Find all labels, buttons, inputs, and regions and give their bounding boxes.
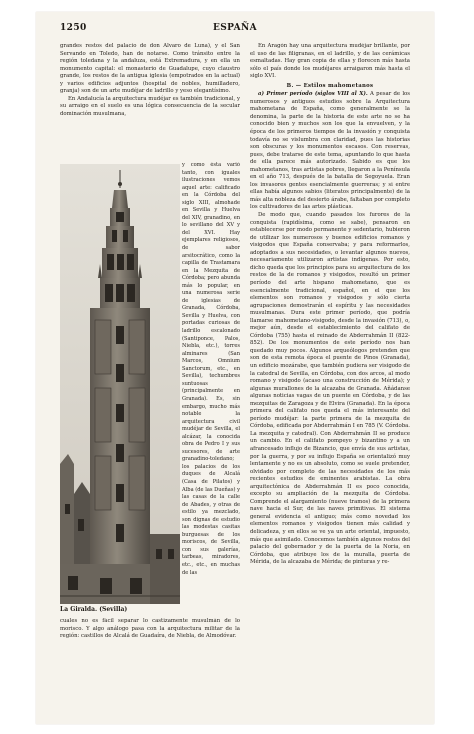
subsection-text: A pesar de los numerosos y antiguos estudios sobre la Arquitectura mahometana de España, como generalmente se la denomina, la parte de la historia de este arte no se ha conocido bien y muchos son los que la envuelven, y la época de los primeros tiempos de la invasión y conquista todavía no se vislumbra con claridad, pues las historias son obscuras y los monumentos escasos. Con reservas, pues, debe tratarse de este tema, apuntando lo que hasta de ella parece más autorizado. Sabido es que los mahometanos, tras artistas pobres, llegaron a la Península en el año 713, después de la batalla de Segoyuela. Eran los invasores gentes esencialmente guerreras; y si entre ellas había algunos sabios (literatos principalmente) de la más alta nobleza del desierto árabe, faltaban por completo los cultivadores de las artes plásticas. [250, 91, 410, 211]
giralda-tower-image [60, 164, 180, 604]
paragraph: En Aragón hay una arquitectura mudéjar brillante, por el uso de las filigranas, en el ladrillo, y de las cerámicas esmaltadas. Hay gran copia de ellas y florecen más hasta sólo el país donde los mudéjares arraigaron más hasta el siglo XVI. [250, 43, 410, 80]
paragraph: En Andalucía la arquitectura mudéjar es también tradicional, y su arraigo en el suelo es una lógica consecuencia de la secular dominación musulmana, [60, 95, 240, 117]
paragraph: De modo que, cuando pasados los furores de la conquista (rapidísima, como se sabe), pensaron en establecerse por modo permanente y sedentario, hubieron de utilizar los numerosos y buenos edificios romanos y visigodos que España conservaba; y para reformarlos, adoptados a sus necesidades, o levantar algunos nuevos, necesariamente utilizaron artistas indígenas. Por esto, dicho queda que los principios para su arquitectura de los restos de la de romanos y visigodos, resultó un primer período del arte hispano mahometano, que es esencialmente tradicional, español, en el que los elementos son romanos y visigodos y sólo cierta agrupaciones demostrarán el espíritu y las necesidades musulmanas. Dura este primer período, que podría llamarse mahometano-visigodo, desde la invasión (713), o, mejor aún, desde el establecimiento del califato de Córdoba (755) hasta el reinado de Abderrahmán II (822-852). De los monumentos de este período nos han quedado muy pocos. Algunos arqueólogos pretenden que son de esta remota época el puente de Pinos (Granada), un edificio mozárabe, que también pudiera ser visigodo de la catedral de Sevilla, en Córdoba, con dos arcos, al modo romano y visigodo (acaso una construcción de Mérida); y algunas murallones de la alcazaba de Granada. Añádanse algunas noticias vagas de un puente en Córdoba, y de las mezquitas de Zaragoza y de Elvira (Granada). En la época primera del califato nos queda el más interesante del período mudéjar: la parte primera de la mezquita de Córdoba, edificada por Abderrahmán I en 785 (V. Córdoba. La mezquita y catedral). Con Abderrahmán II se produce un cambio. En el califato pompeyo y bizantino y a un afrancesado influjo de Bizancio, que envía de sus artistas, por la guerra, y por su influjo España se orientalizó muy lentamente y no es un absoluto, como se suele pretender, olvidado por completo de las necesidades de los más recientes estudios de eminentes arabistas. La obra arquitectónica de Abderrahmán II es poco conocida, excepto su ampliación de la mezquita de Córdoba. Comprende el alargamiento (nueve tramos) de la primera nave hacia el Sur, de las naves primitivas. El sistema general evidencia el antiguo; más como novedad los elementos romanos y visigodos tienen más calidad y delicadeza, y en ellos se ve ya un arte oriental, impuesto, más que asimilado. Conocemos también algunos restos del palacio del gobernador y de la puerta de la Noria, en Córdoba, que atribuye los de la muralla, puerta de Mérida, de la alcazaba de Mérida; de pinturas y re- [250, 212, 410, 566]
wrap-text: y como ésta varió tanto, con iguales ilustraciones vemos aquel arte: calificado en la Córdoba del siglo XIII, almohade en Sevilla y Huelva del XIV, granadino, en lo sevillano del XV y del XVI. Hay ejemplares religiosos, de sabor arsitocrático, como la capilla de Trastamara en la Mezquita de Córdoba; pero abunda más lo popular, en una numerosa serie de iglesias de Granada, Córdoba, Sevilla y Huelva, con portadas curiosas de ladrillo escalonado (Santiponce, Palos, Niebla, etc.), torres alminares (San Marcos, Omnium Sanctorum, etc., en Sevilla), techumbres suntuosas (principalmente en Granada). Es, sin embargo, mucho más notable la arquitectura civil mudéjar de Sevilla, el alcázar, la conocida obra de Pedro I y sus sucesores, de arte granadino-toledano; los palacios de los duques de Alcalá (Casa de Pilatos) y Alba (de las Dueñas) y las casas de la calle de Abades, y otras de estilo ya mezclado, son dignas de estudio las modestas casitas burguesas de los moriscos, de Sevilla, con sus galerías, tarbeas, miradores, etc., etc., en muchas de las [182, 162, 240, 576]
figure-caption: La Giralda. (Sevilla) [60, 606, 128, 613]
paragraph: cuales no es fácil separar lo castizamente musulmán de lo morisco. Y algo análogo pasa con la arquitectura militar de la región: castillos de Alcalá de Guadaíra, de Niebla, de Almodóvar. [60, 618, 240, 640]
giralda-illustration [60, 164, 180, 612]
subsection-paragraph [250, 91, 410, 212]
encyclopedia-page [36, 12, 434, 724]
right-column [250, 43, 410, 693]
left-column-wrap-text [182, 162, 240, 621]
left-column-top [60, 43, 240, 164]
left-column-bottom [60, 618, 240, 648]
paragraph: grandes restos del palacio de don Álvaro de Luna), y el San Servando en Toledo, han de notarse. Como tránsito entre la región toledana y la andaluza, está Extremadura, y en ella un monumento capital: el monasterio de Guadalupe, cuyo claustro grande, los restos de la antigua iglesia (empotrados en la actual) y varios edificios adjuntos (hospital de nobles, humilladero, granja) son de un arte mudéjar de ladrillo y yeso elegantísimo. [60, 43, 240, 95]
page-number: 1250 [60, 23, 87, 33]
running-title: ESPAÑA [212, 23, 258, 33]
page-header [60, 23, 410, 37]
section-heading: B. — Estilos mahometanos [286, 82, 374, 89]
subsection-label: a) Primer período (siglos VIII al X). [258, 91, 368, 98]
